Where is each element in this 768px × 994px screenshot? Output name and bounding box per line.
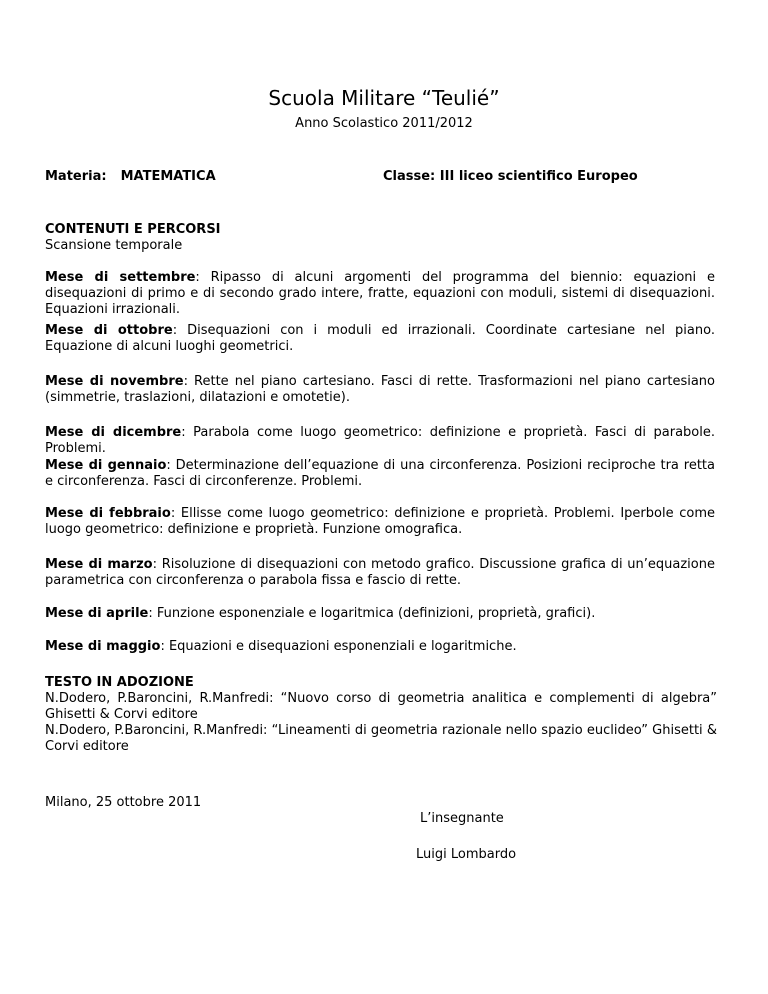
month-name: Mese di febbraio: [45, 506, 171, 521]
month-block-aprile: [45, 606, 715, 622]
contents-heading: CONTENUTI E PERCORSI: [45, 222, 221, 237]
month-name: Mese di ottobre: [45, 323, 173, 338]
place-date: Milano, 25 ottobre 2011: [45, 795, 202, 810]
contents-header: [45, 222, 725, 254]
subject-line: [45, 169, 216, 185]
month-text: : Determinazione dell’equazione di una circonferenza. Posizioni reciproche tra retta e circonferenza. Fasci di circonferenze. Problemi.: [45, 458, 715, 489]
textbook-item: N.Dodero, P.Baroncini, R.Manfredi: “Nuovo corso di geometria analitica e complementi di algebra” Ghisetti & Corvi editore: [45, 691, 717, 722]
month-text: : Ripasso di alcuni argomenti del programma del biennio: equazioni e disequazioni di primo e di secondo grado intere, fratte, equazioni con moduli, sistemi di disequazioni. Equazioni irrazionali.: [45, 270, 715, 317]
subject-label: Materia:: [45, 169, 107, 184]
teacher-label: L’insegnante: [420, 811, 504, 826]
textbooks-heading: TESTO IN ADOZIONE: [45, 675, 194, 690]
month-name: Mese di gennaio: [45, 458, 167, 473]
teacher-name: Luigi Lombardo: [416, 847, 517, 862]
month-block-novembre: [45, 374, 715, 406]
month-text: : Ellisse come luogo geometrico: definizione e proprietà. Problemi. Iperbole come luogo geometrico: definizione e proprietà. Funzione omografica.: [45, 506, 715, 537]
month-text: : Equazioni e disequazioni esponenziali e logaritmiche.: [160, 639, 517, 654]
month-name: Mese di aprile: [45, 606, 149, 621]
month-name: Mese di maggio: [45, 639, 161, 654]
month-block-gennaio: [45, 458, 715, 490]
month-text: : Disequazioni con i moduli ed irrazionali. Coordinate cartesiane nel piano. Equazione di alcuni luoghi geometrici.: [45, 323, 715, 354]
month-text: : Parabola come luogo geometrico: definizione e proprietà. Fasci di parabole. Problemi.: [45, 425, 715, 456]
month-text: : Risoluzione di disequazioni con metodo grafico. Discussione grafica di un’equazione parametrica con circonferenza o parabola fissa e fascio di rette.: [45, 557, 715, 588]
subject-value: MATEMATICA: [120, 169, 216, 184]
textbook-item: N.Dodero, P.Baroncini, R.Manfredi: “Lineamenti di geometria razionale nello spazio euclideo” Ghisetti & Corvi editore: [45, 723, 717, 754]
school-year: Anno Scolastico 2011/2012: [295, 116, 473, 131]
month-block-febbraio: [45, 506, 715, 538]
month-block-ottobre: [45, 323, 715, 355]
month-name: Mese di settembre: [45, 270, 196, 285]
month-block-dicembre: [45, 425, 715, 457]
month-block-marzo: [45, 557, 715, 589]
month-block-settembre: [45, 270, 715, 318]
month-block-maggio: [45, 639, 715, 655]
textbooks-section: [45, 675, 717, 755]
class-line: Classe: III liceo scientifico Europeo: [383, 169, 638, 184]
contents-subheading: Scansione temporale: [45, 238, 183, 253]
month-name: Mese di novembre: [45, 374, 184, 389]
month-name: Mese di dicembre: [45, 425, 182, 440]
month-name: Mese di marzo: [45, 557, 153, 572]
month-text: : Funzione esponenziale e logaritmica (definizioni, proprietà, grafici).: [148, 606, 596, 621]
month-text: : Rette nel piano cartesiano. Fasci di rette. Trasformazioni nel piano cartesiano (simmetrie, traslazioni, dilatazioni e omotetie).: [45, 374, 715, 405]
document-title: Scuola Militare “Teulié”: [268, 86, 500, 110]
